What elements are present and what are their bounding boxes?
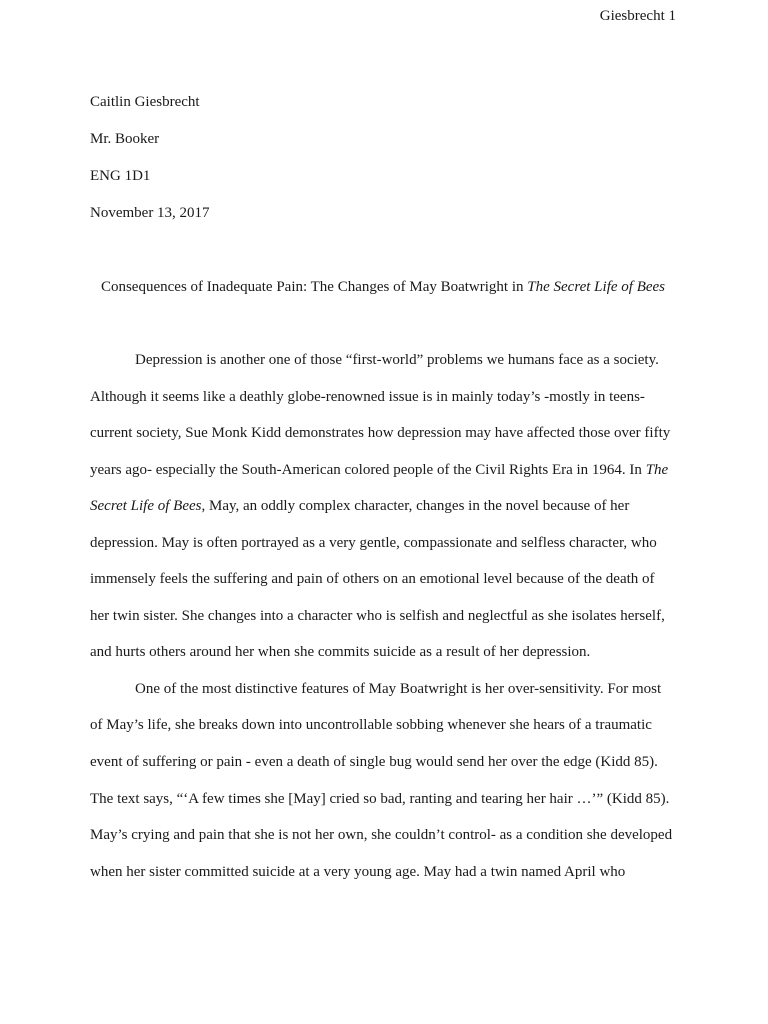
mla-heading xyxy=(90,93,680,241)
body-line: when her sister committed suicide at a very young age. May had a twin named April who xyxy=(90,863,626,880)
body-line: Although it seems like a deathly globe-renowned issue is in mainly today’s -mostly in teens- xyxy=(90,388,645,405)
book-title-italic: Secret Life of Bees xyxy=(90,498,202,515)
body-line xyxy=(90,461,680,498)
body-line: current society, Sue Monk Kidd demonstrates how depression may have affected those over fifty xyxy=(90,425,671,442)
body-line: event of suffering or pain - even a death of single bug would send her over the edge (Kidd 85). xyxy=(90,754,658,771)
book-title-italic: The xyxy=(645,461,669,478)
body-text-span: years ago- especially the South-American colored people of the Civil Rights Era in 1964. In xyxy=(90,461,646,478)
body-line: The text says, “‘A few times she [May] cried so bad, ranting and tearing her hair …’” (Kidd 85). xyxy=(90,790,670,807)
student-name: Caitlin Giesbrecht xyxy=(90,94,200,110)
body-line: depression. May is often portrayed as a very gentle, compassionate and selfless character, who xyxy=(90,534,657,551)
body-line: Depression is another one of those “first-world” problems we humans face as a society. xyxy=(135,352,659,368)
essay-title-book: The Secret Life of Bees xyxy=(527,279,666,295)
course-code: ENG 1D1 xyxy=(90,168,151,184)
body-line: May’s crying and pain that she is not her own, she couldn’t control- as a condition she developed xyxy=(90,827,673,844)
running-head: Giesbrecht 1 xyxy=(599,8,676,24)
body-line: of May’s life, she breaks down into uncontrollable sobbing whenever she hears of a traumatic xyxy=(90,717,652,734)
body-line xyxy=(90,497,680,534)
essay-title-text: Consequences of Inadequate Pain: The Changes of May Boatwright in xyxy=(100,279,528,295)
body-text-span: , May, an oddly complex character, changes in the novel because of her xyxy=(201,498,630,515)
essay-title xyxy=(90,278,676,296)
body-line: and hurts others around her when she commits suicide as a result of her depression. xyxy=(90,644,591,661)
essay-body xyxy=(90,351,680,899)
body-line: immensely feels the suffering and pain of others on an emotional level because of the death of xyxy=(90,571,655,588)
teacher-name: Mr. Booker xyxy=(90,131,160,147)
body-line: her twin sister. She changes into a character who is selfish and neglectful as she isolates herself, xyxy=(90,607,665,624)
body-line: One of the most distinctive features of May Boatwright is her over-sensitivity. For most xyxy=(135,680,662,697)
essay-date: November 13, 2017 xyxy=(90,205,210,221)
